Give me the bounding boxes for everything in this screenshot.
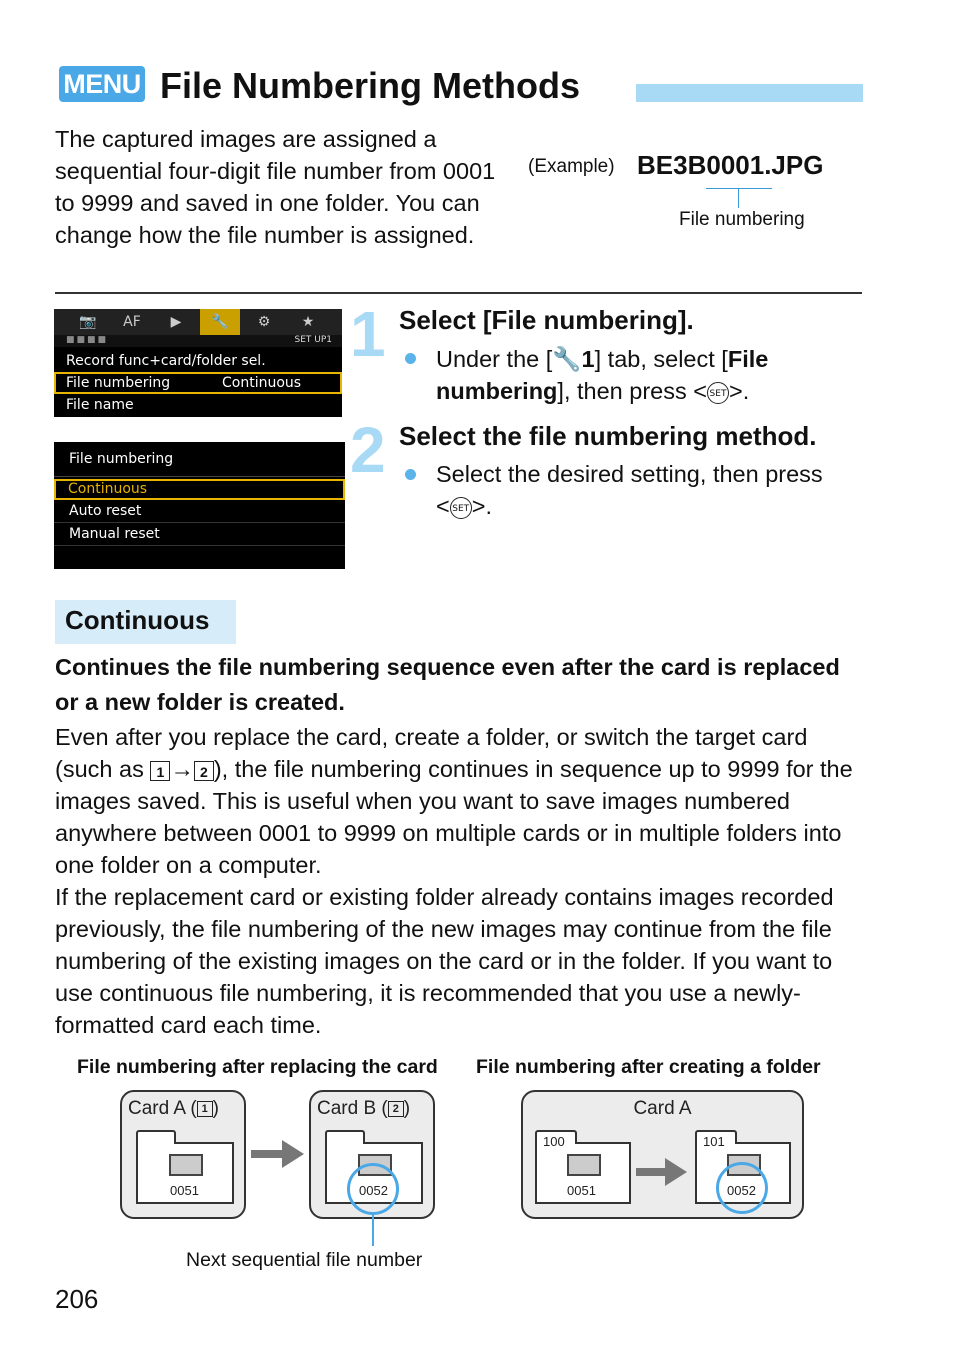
tab-custom-icon: ⚙ bbox=[257, 314, 271, 330]
card1-icon: 1 bbox=[197, 1101, 213, 1117]
option-label: Continuous bbox=[68, 481, 148, 497]
file-number: 0051 bbox=[170, 1183, 199, 1198]
example-filename: BE3B0001.JPG bbox=[637, 150, 824, 180]
step-title: Select [File numbering]. bbox=[399, 305, 694, 335]
example-label: (Example) bbox=[528, 156, 615, 177]
example-underline bbox=[706, 188, 772, 189]
title-accent-bar bbox=[636, 84, 863, 102]
menu-row-value: Continuous bbox=[222, 375, 302, 391]
arrow-shaft bbox=[251, 1150, 283, 1158]
file-number: 0052 bbox=[359, 1183, 388, 1198]
file-number: 0051 bbox=[567, 1183, 596, 1198]
menu-row bbox=[54, 350, 342, 372]
menu-row-label: File numbering bbox=[66, 375, 171, 391]
card1-icon: 1 bbox=[150, 761, 170, 781]
card-a-box bbox=[120, 1090, 246, 1219]
tab-setup-wrench-icon: 🔧 bbox=[200, 309, 240, 335]
menu-row-label: Record func+card/folder sel. bbox=[66, 353, 266, 369]
highlight-circle bbox=[716, 1162, 768, 1214]
diagram-caption: Next sequential file number bbox=[186, 1249, 423, 1271]
image-icon bbox=[567, 1154, 601, 1176]
menu-badge: MENU bbox=[59, 66, 145, 102]
step-body: Under the [🔧1] tab, select [File numbering], then press < SET >. bbox=[436, 346, 769, 404]
arrow-right-icon bbox=[282, 1140, 304, 1168]
arrow-right-icon bbox=[665, 1158, 687, 1186]
bullet-icon bbox=[405, 469, 416, 480]
folder-tab bbox=[325, 1130, 365, 1144]
folder-icon bbox=[136, 1142, 234, 1204]
option-label: Auto reset bbox=[69, 503, 142, 519]
card2-icon: 2 bbox=[388, 1101, 404, 1117]
intro-text: The captured images are assigned a sequential four-digit file number from 0001 to 9999 and saved in one folder. You can change how the file number is assigned. bbox=[55, 126, 496, 248]
diagram-title-card: File numbering after replacing the card bbox=[77, 1056, 438, 1078]
card-a-label: Card A ( 1 ) bbox=[128, 1098, 219, 1119]
card2-icon: 2 bbox=[194, 761, 214, 781]
set-button-icon: SET bbox=[450, 497, 472, 519]
menu-row-selected bbox=[54, 372, 342, 394]
tab-playback-icon: ▶ bbox=[170, 314, 182, 330]
card-b-label: Card B ( 2 ) bbox=[317, 1098, 411, 1119]
screen-heading bbox=[54, 442, 345, 477]
page-number: 206 bbox=[55, 1284, 99, 1314]
menu-tabs bbox=[54, 309, 342, 335]
section-lead: Continues the file numbering sequence even after the card is replaced or a new folder is created. bbox=[55, 654, 840, 715]
folder-icon bbox=[535, 1142, 631, 1204]
menu-row bbox=[54, 394, 342, 416]
option bbox=[54, 523, 345, 546]
page-title: File Numbering Methods bbox=[160, 65, 581, 106]
tab-mymenu-star-icon: ★ bbox=[301, 314, 315, 330]
arrow-shaft bbox=[636, 1168, 666, 1176]
arrow-icon: → bbox=[170, 756, 194, 782]
section-divider bbox=[55, 292, 862, 294]
step-number: 2 bbox=[350, 414, 386, 486]
menu-row-label: File name bbox=[66, 397, 134, 413]
card-a-label: Card A bbox=[633, 1098, 692, 1119]
set-button-icon: SET bbox=[707, 382, 729, 404]
step-body: Select the desired setting, then press < SET >. bbox=[436, 461, 823, 519]
file-number: 0052 bbox=[727, 1183, 756, 1198]
step-title: Select the file numbering method. bbox=[399, 421, 817, 451]
folder-number: 100 bbox=[543, 1134, 565, 1149]
section-body: Even after you replace the card, create a folder, or switch the target card (such as 1 → 2 ), the file numbering continues in sequence up to 9999 for the images saved. This is useful when you want to save images numbered anywhere between 0001 to 9999 on multiple cards or in multiple folders into one folder on a computer. If the replacement card or existing folder already contains images recorded previously, the file numbering of the new images may continue from the file numbering of the existing images on the card or in the folder. If you want to use continuous file numbering, it is recommended that you use a newly-formatted card each time. bbox=[55, 724, 853, 1038]
option bbox=[54, 500, 345, 523]
image-icon bbox=[169, 1154, 203, 1176]
screen-heading-text: File numbering bbox=[69, 451, 174, 467]
option-label: Manual reset bbox=[69, 526, 160, 542]
tab-subbar bbox=[54, 335, 342, 347]
option-selected bbox=[54, 479, 345, 500]
page-dots: ■■■■ bbox=[66, 335, 109, 345]
highlight-circle bbox=[347, 1163, 399, 1215]
folder-number: 101 bbox=[703, 1134, 725, 1149]
tab-af: AF bbox=[123, 314, 141, 330]
wrench-icon: 🔧 bbox=[552, 346, 582, 372]
folder-tab bbox=[136, 1130, 176, 1144]
section-heading: Continuous bbox=[55, 600, 236, 644]
tab-subtitle: SET UP1 bbox=[294, 335, 332, 345]
example-leader-line bbox=[738, 188, 739, 208]
example-caption: File numbering bbox=[679, 209, 805, 230]
step-number: 1 bbox=[350, 298, 386, 370]
bullet-icon bbox=[405, 353, 416, 364]
camera-screen-file-numbering bbox=[54, 442, 345, 569]
leader-line bbox=[372, 1214, 374, 1246]
tab-shooting-icon: 📷 bbox=[79, 314, 97, 330]
camera-screen-setup-menu bbox=[54, 309, 342, 417]
diagram-title-folder: File numbering after creating a folder bbox=[476, 1056, 821, 1078]
